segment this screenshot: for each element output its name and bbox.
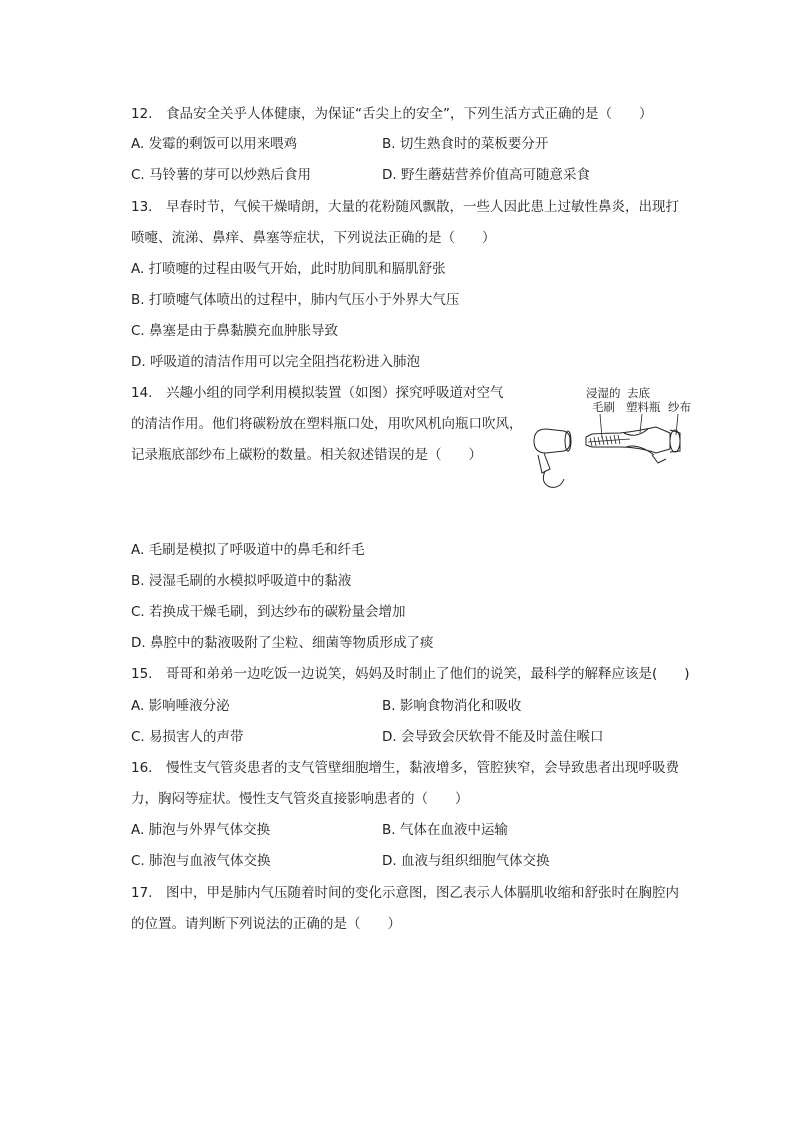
brush-icon	[588, 435, 630, 446]
q16-option-c[interactable]: C. 肺泡与血液气体交换	[131, 853, 271, 869]
q12-option-b[interactable]: B. 切生熟食时的菜板要分开	[382, 136, 549, 152]
label-wet-brush-1: 浸湿的	[586, 386, 621, 400]
q14-option-a[interactable]: A. 毛刷是模拟了呼吸道中的鼻毛和纤毛	[131, 542, 365, 558]
q15-option-d[interactable]: D. 会导致会厌软骨不能及时盖住喉口	[382, 729, 604, 745]
q14-option-d[interactable]: D. 鼻腔中的黏液吸附了尘粒、细菌等物质形成了痰	[131, 635, 434, 651]
q13-stem-line1: 13. 早春时节，气候干燥晴朗，大量的花粉随风飘散，一些人因此患上过敏性鼻炎，出现打	[131, 199, 679, 215]
q14-stem-line2: 的清洁作用。他们将碳粉放在塑料瓶口处，用吹风机向瓶口吹风，	[131, 416, 523, 432]
label-bottomless-bottle-2: 塑料瓶	[626, 400, 661, 414]
q13-stem-line2: 喷嚏、流涕、鼻痒、鼻塞等症状，下列说法正确的是（ ）	[131, 230, 496, 246]
label-bottomless-bottle-1: 去底	[627, 386, 650, 400]
q15-option-a[interactable]: A. 影响唾液分泌	[131, 698, 230, 714]
q12-option-d[interactable]: D. 野生蘑菇营养价值高可随意采食	[382, 167, 590, 183]
q15-option-b[interactable]: B. 影响食物消化和吸收	[382, 698, 522, 714]
q13-option-b[interactable]: B. 打喷嚏气体喷出的过程中，肺内气压小于外界大气压	[131, 292, 460, 308]
q13-option-a[interactable]: A. 打喷嚏的过程由吸气开始，此时肋间肌和膈肌舒张	[131, 261, 446, 277]
q14-option-b[interactable]: B. 浸湿毛刷的水模拟呼吸道中的黏液	[131, 573, 352, 589]
q12-option-c[interactable]: C. 马铃薯的芽可以炒熟后食用	[131, 167, 312, 183]
q13-option-d[interactable]: D. 呼吸道的清洁作用可以完全阻挡花粉进入肺泡	[131, 354, 420, 370]
hair-dryer-icon	[534, 429, 571, 487]
q17-stem-line1: 17. 图中，甲是肺内气压随着时间的变化示意图，图乙表示人体膈肌收缩和舒张时在胸腔内	[131, 885, 679, 901]
q16-option-a[interactable]: A. 肺泡与外界气体交换	[131, 822, 271, 838]
q12-stem: 12. 食品安全关乎人体健康，为保证“舌尖上的安全”，下列生活方式正确的是（ ）	[131, 106, 653, 122]
q16-option-d[interactable]: D. 血液与组织细胞气体交换	[382, 853, 550, 869]
q16-stem-line2: 力，胸闷等症状。慢性支气管炎直接影响患者的（ ）	[131, 791, 469, 807]
q14-option-c[interactable]: C. 若换成干燥毛刷，到达纱布的碳粉量会增加	[131, 604, 406, 620]
bottle-icon	[586, 427, 670, 463]
q13-option-c[interactable]: C. 鼻塞是由于鼻黏膜充血肿胀导致	[131, 323, 339, 339]
label-wet-brush-2: 毛刷	[592, 400, 615, 414]
breathing-model-figure	[530, 383, 700, 495]
q16-option-b[interactable]: B. 气体在血液中运输	[382, 822, 508, 838]
q16-stem-line1: 16. 慢性支气管炎患者的支气管壁细胞增生，黏液增多，管腔狭窄，会导致患者出现呼吸费	[131, 760, 679, 776]
q15-option-c[interactable]: C. 易损害人的声带	[131, 729, 244, 745]
q17-stem-line2: 的位置。请判断下列说法的正确的是（ ）	[131, 916, 401, 932]
q15-stem: 15. 哥哥和弟弟一边吃饭一边说笑，妈妈及时制止了他们的说笑，最科学的解释应该是( )	[131, 666, 690, 682]
q14-stem-line1: 14. 兴趣小组的同学利用模拟装置（如图）探究呼吸道对空气	[131, 385, 504, 401]
label-gauze: 纱布	[668, 400, 691, 414]
q12-option-a[interactable]: A. 发霉的剩饭可以用来喂鸡	[131, 136, 298, 152]
gauze-icon	[670, 430, 680, 452]
q14-stem-line3: 记录瓶底部纱布上碳粉的数量。相关叙述错误的是（ ）	[131, 447, 482, 463]
